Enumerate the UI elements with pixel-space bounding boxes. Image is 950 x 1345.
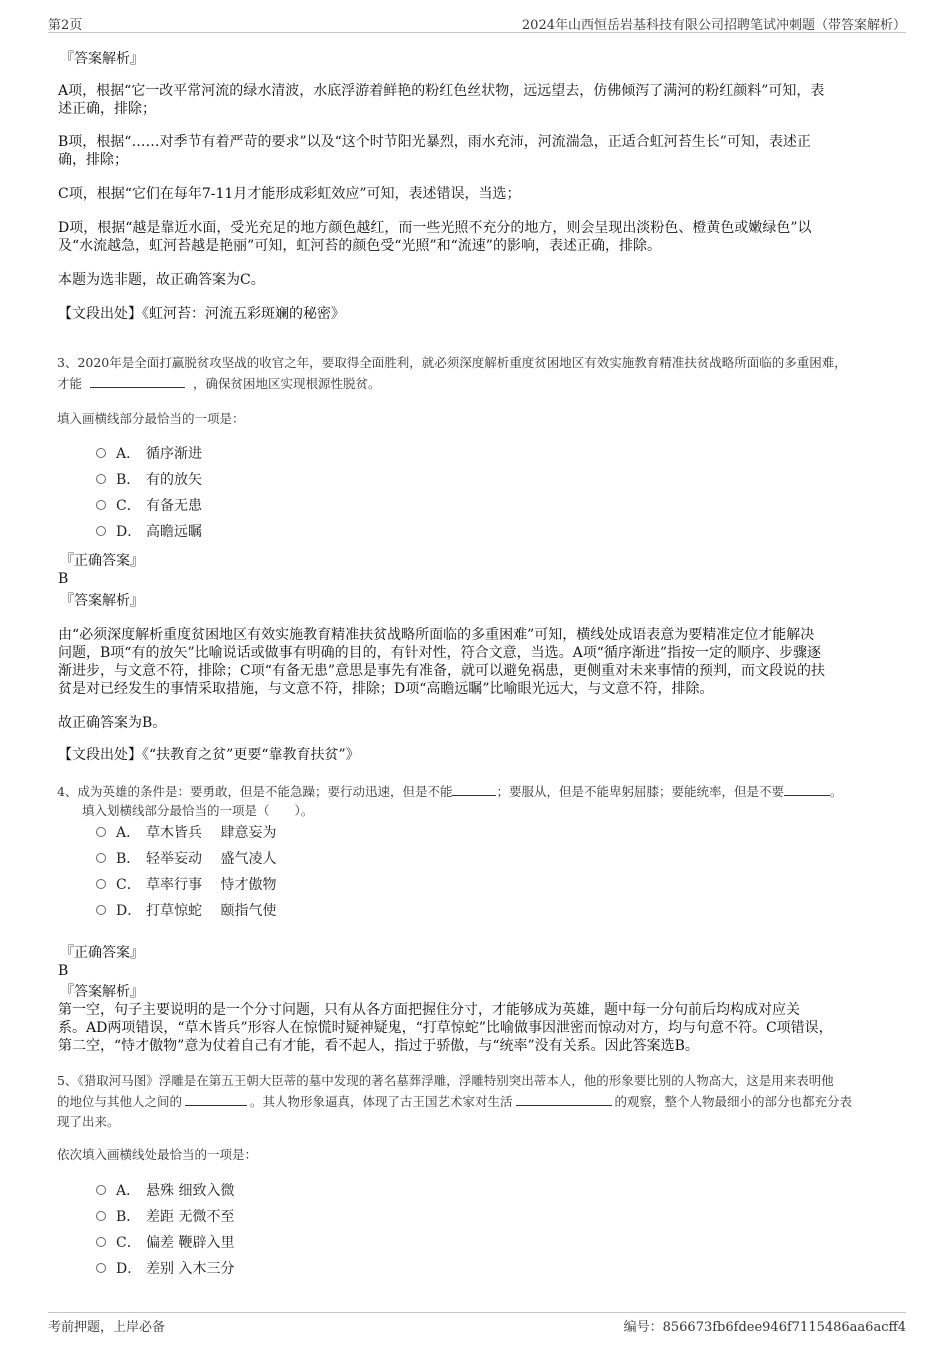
q3-option-c[interactable]: C． 有备无患: [96, 497, 202, 515]
q3-answer: B: [58, 571, 69, 587]
q2-analysis-a-line2: 述正确，排除；: [58, 101, 156, 117]
q3-conclusion: 故正确答案为B。: [58, 715, 167, 731]
page-footer: [48, 1312, 906, 1337]
q4-instruction: 填入划横线部分最恰当的一项是（ ）。: [82, 803, 314, 818]
q2-source: 【文段出处】《虹河苔：河流五彩斑斓的秘密》: [58, 306, 345, 322]
q4-analysis-line1: 第一空，句子主要说明的是一个分寸问题，只有从各方面把握住分寸，才能够成为英雄，题中每一分句前后均构成对应关: [58, 1002, 800, 1018]
q4-answer: B: [58, 963, 69, 979]
radio-icon[interactable]: [96, 853, 106, 863]
radio-icon[interactable]: [96, 905, 106, 915]
q2-analysis-b-line1: B项，根据“……对季节有着严苛的要求”以及“这个时节阳光暴烈，雨水充沛，河流湍急，正适合虹河苔生长”可知，表述正: [58, 134, 811, 150]
page-number: 第2页: [48, 18, 83, 33]
q4-analysis-line2: 系。AD两项错误，“草木皆兵”形容人在惊慌时疑神疑鬼，“打草惊蛇”比喻做事因泄密而惊动对方，均与句意不符。C项错误，: [58, 1020, 833, 1036]
q5-stem-line2: 的地位与其他人之间的 。其人物形象逼真，体现了古王国艺术家对生活 的观察，整个人物最细小的部分也都充分表: [57, 1094, 853, 1109]
q4-analysis-label: 『答案解析』: [60, 984, 144, 1000]
q2-analysis-a-line1: A项，根据“它一改平常河流的绿水清波，水底浮游着鲜艳的粉红色丝状物，远远望去，仿佛倾泻了满河的粉红颜料”可知，表: [58, 83, 825, 99]
q2-analysis-label: 『答案解析』: [60, 51, 144, 67]
q3-option-b[interactable]: B． 有的放矢: [96, 471, 202, 489]
radio-icon[interactable]: [96, 827, 106, 837]
q3-stem-suffix: ，确保贫困地区实现根源性脱贫。: [192, 376, 381, 391]
radio-icon[interactable]: [96, 500, 106, 510]
radio-icon[interactable]: [96, 448, 106, 458]
q5-instruction: 依次填入画横线处最恰当的一项是：: [57, 1147, 258, 1162]
radio-icon[interactable]: [96, 1211, 106, 1221]
q5-blank-2: [516, 1093, 612, 1106]
q4-analysis-line3: 第二空，“恃才傲物”意为仗着自己有才能，看不起人，指过于骄傲，与“统率”没有关系。因此答案选B。: [58, 1038, 699, 1054]
q3-stem-line1: 3、2020年是全面打赢脱贫攻坚战的收官之年，要取得全面胜利，就必须深度解析重度贫困地区有效实施教育精准扶贫战略所面临的多重困难，: [57, 355, 847, 370]
radio-icon[interactable]: [96, 1185, 106, 1195]
q4-option-b[interactable]: B． 轻举妄动 盛气凌人: [96, 850, 276, 868]
q3-blank: [90, 375, 185, 388]
q3-source: 【文段出处】《“扶教育之贫”更要“靠教育扶贫”》: [58, 747, 360, 763]
page-header: [48, 12, 906, 33]
radio-icon[interactable]: [96, 526, 106, 536]
q3-analysis-line3: 渐进步，与文意不符，排除；C项“有备无患”意思是事先有准备，就可以避免祸患，更侧重对未来事情的预判，而文段说的扶: [58, 663, 826, 679]
document-code: 编号：856673fb6fdee946f7115486aa6acff4: [623, 1320, 906, 1335]
radio-icon[interactable]: [96, 474, 106, 484]
q2-conclusion: 本题为选非题，故正确答案为C。: [58, 272, 265, 288]
q4-option-d[interactable]: D． 打草惊蛇 颐指气使: [96, 902, 276, 920]
q4-blank-1: [452, 783, 496, 796]
q5-option-d[interactable]: D． 差别 入木三分: [96, 1260, 234, 1278]
radio-icon[interactable]: [96, 1263, 106, 1273]
q4-stem-line1: 4、成为英雄的条件是：要勇敢，但是不能急躁；要行动迅速，但是不能 ；要服从，但是不能卑躬屈膝；要能统率，但是不要 。: [57, 784, 843, 799]
q2-analysis-d-line1: D项，根据“越是靠近水面，受光充足的地方颜色越红，而一些光照不充分的地方，则会呈现出淡粉色、橙黄色或嫩绿色”以: [58, 220, 812, 236]
q3-stem-line2: [57, 374, 381, 394]
footer-slogan: 考前押题，上岸必备: [48, 1320, 166, 1335]
q3-option-a[interactable]: A． 循序渐进: [96, 445, 202, 463]
q3-instruction: 填入画横线部分最恰当的一项是：: [57, 411, 245, 426]
q3-stem-prefix: 才能: [57, 376, 83, 391]
q2-analysis-c: C项，根据“它们在每年7-11月才能形成彩虹效应”可知，表述错误，当选；: [58, 186, 521, 202]
q5-option-a[interactable]: A． 悬殊 细致入微: [96, 1182, 234, 1200]
q2-analysis-b-line2: 确，排除；: [58, 152, 128, 168]
q5-stem-line3: 现了出来。: [57, 1114, 120, 1129]
q5-stem-line1: 5、《猎取河马图》浮雕是在第五王朝大臣蒂的墓中发现的著名墓葬浮雕，浮雕特别突出蒂本人，他的形象要比别的人物高大，这是用来表明他: [57, 1073, 834, 1088]
radio-icon[interactable]: [96, 1237, 106, 1247]
q5-option-c[interactable]: C． 偏差 鞭辟入里: [96, 1234, 234, 1252]
q3-analysis-line2: 问题，B项“有的放矢”比喻说话或做事有明确的目的，有针对性，符合文意，当选。A项“循序渐进”指按一定的顺序、步骤逐: [58, 645, 822, 661]
document-title: 2024年山西恒岳岩基科技有限公司招聘笔试冲刺题（带答案解析）: [521, 18, 906, 33]
q4-answer-label: 『正确答案』: [60, 945, 144, 961]
q3-answer-label: 『正确答案』: [60, 553, 144, 569]
q2-analysis-d-line2: 及“水流越急，虹河苔越是艳丽”可知，虹河苔的颜色受“光照”和“流速”的影响，表述正确，排除。: [58, 238, 661, 254]
q5-blank-1: [185, 1093, 247, 1106]
q4-option-a[interactable]: A． 草木皆兵 肆意妄为: [96, 824, 276, 842]
q3-analysis-label: 『答案解析』: [60, 593, 144, 609]
q3-analysis-line1: 由“必须深度解析重度贫困地区有效实施教育精准扶贫战略所面临的多重困难”可知，横线处成语表意为要精准定位才能解决: [58, 627, 815, 643]
radio-icon[interactable]: [96, 879, 106, 889]
q3-option-d[interactable]: D． 高瞻远瞩: [96, 523, 202, 541]
q4-option-c[interactable]: C． 草率行事 恃才傲物: [96, 876, 276, 894]
q5-option-b[interactable]: B． 差距 无微不至: [96, 1208, 234, 1226]
q4-blank-2: [784, 783, 830, 796]
q3-analysis-line4: 贫是对已经发生的事情采取措施，与文意不符，排除；D项“高瞻远瞩”比喻眼光远大，与文意不符，排除。: [58, 681, 714, 697]
